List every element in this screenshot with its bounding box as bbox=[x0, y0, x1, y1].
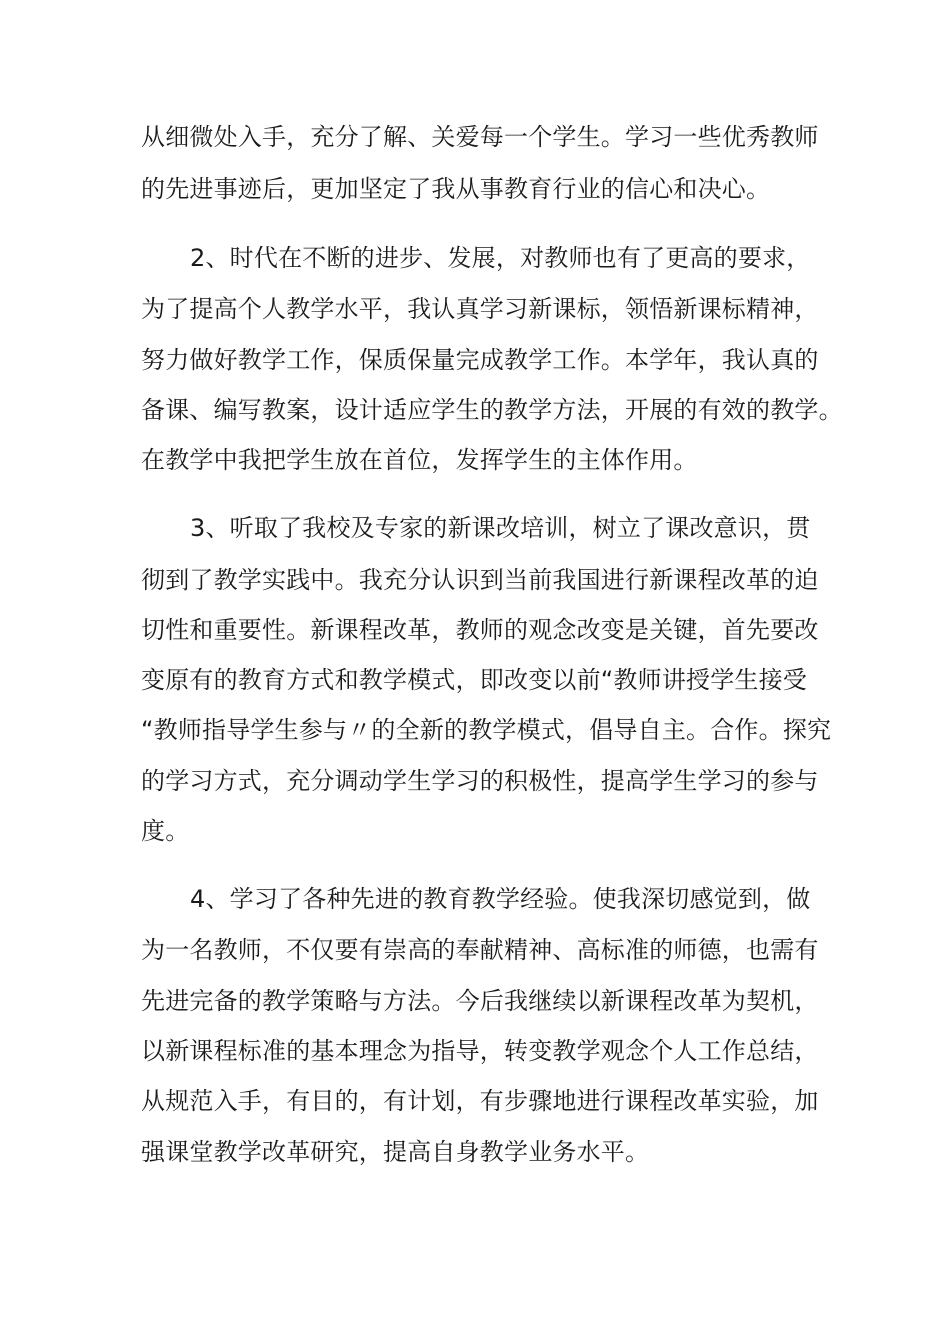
text-line: 从规范入手，有目的，有计划，有步骤地进行课程改革实验，加 bbox=[141, 1087, 819, 1115]
paragraph-3-first-line: 3、听取了我校及专家的新课改培训，树立了课改意识，贯 bbox=[190, 514, 811, 542]
text-line: 的先进事迹后，更加坚定了我从事教育行业的信心和决心。 bbox=[141, 175, 771, 203]
text-line: 备课、编写教案，设计适应学生的教学方法，开展的有效的教学。 bbox=[141, 396, 843, 424]
text-line: 切性和重要性。新课程改革，教师的观念改变是关键，首先要改 bbox=[141, 616, 819, 644]
text-line: 为一名教师，不仅要有崇高的奉献精神、高标准的师德，也需有 bbox=[141, 936, 819, 964]
text-line: “教师指导学生参与〃的全新的教学模式，倡导自主。合作。探究 bbox=[141, 716, 832, 744]
text-line: 先进完备的教学策略与方法。今后我继续以新课程改革为契机， bbox=[141, 987, 819, 1015]
text-line: 变原有的教育方式和教学模式，即改变以前“教师讲授学生接受 bbox=[141, 666, 808, 694]
text-line: 以新课程标准的基本理念为指导，转变教学观念个人工作总结， bbox=[141, 1037, 819, 1065]
paragraph-4-first-line: 4、学习了各种先进的教育教学经验。使我深切感觉到，做 bbox=[190, 885, 811, 913]
text-line: 为了提高个人教学水平，我认真学习新课标，领悟新课标精神， bbox=[141, 295, 819, 323]
text-line: 在教学中我把学生放在首位，发挥学生的主体作用。 bbox=[141, 446, 698, 474]
text-line: 努力做好教学工作，保质保量完成教学工作。本学年，我认真的 bbox=[141, 346, 819, 374]
text-line: 彻到了教学实践中。我充分认识到当前我国进行新课程改革的迫 bbox=[141, 566, 819, 594]
text-line: 度。 bbox=[141, 817, 190, 845]
paragraph-2-first-line: 2、时代在不断的进步、发展，对教师也有了更高的要求， bbox=[190, 244, 811, 272]
text-line: 从细微处入手，充分了解、关爱每一个学生。学习一些优秀教师 bbox=[141, 123, 819, 151]
text-line: 强课堂教学改革研究，提高自身教学业务水平。 bbox=[141, 1138, 650, 1166]
text-line: 的学习方式，充分调动学生学习的积极性，提高学生学习的参与 bbox=[141, 767, 819, 795]
